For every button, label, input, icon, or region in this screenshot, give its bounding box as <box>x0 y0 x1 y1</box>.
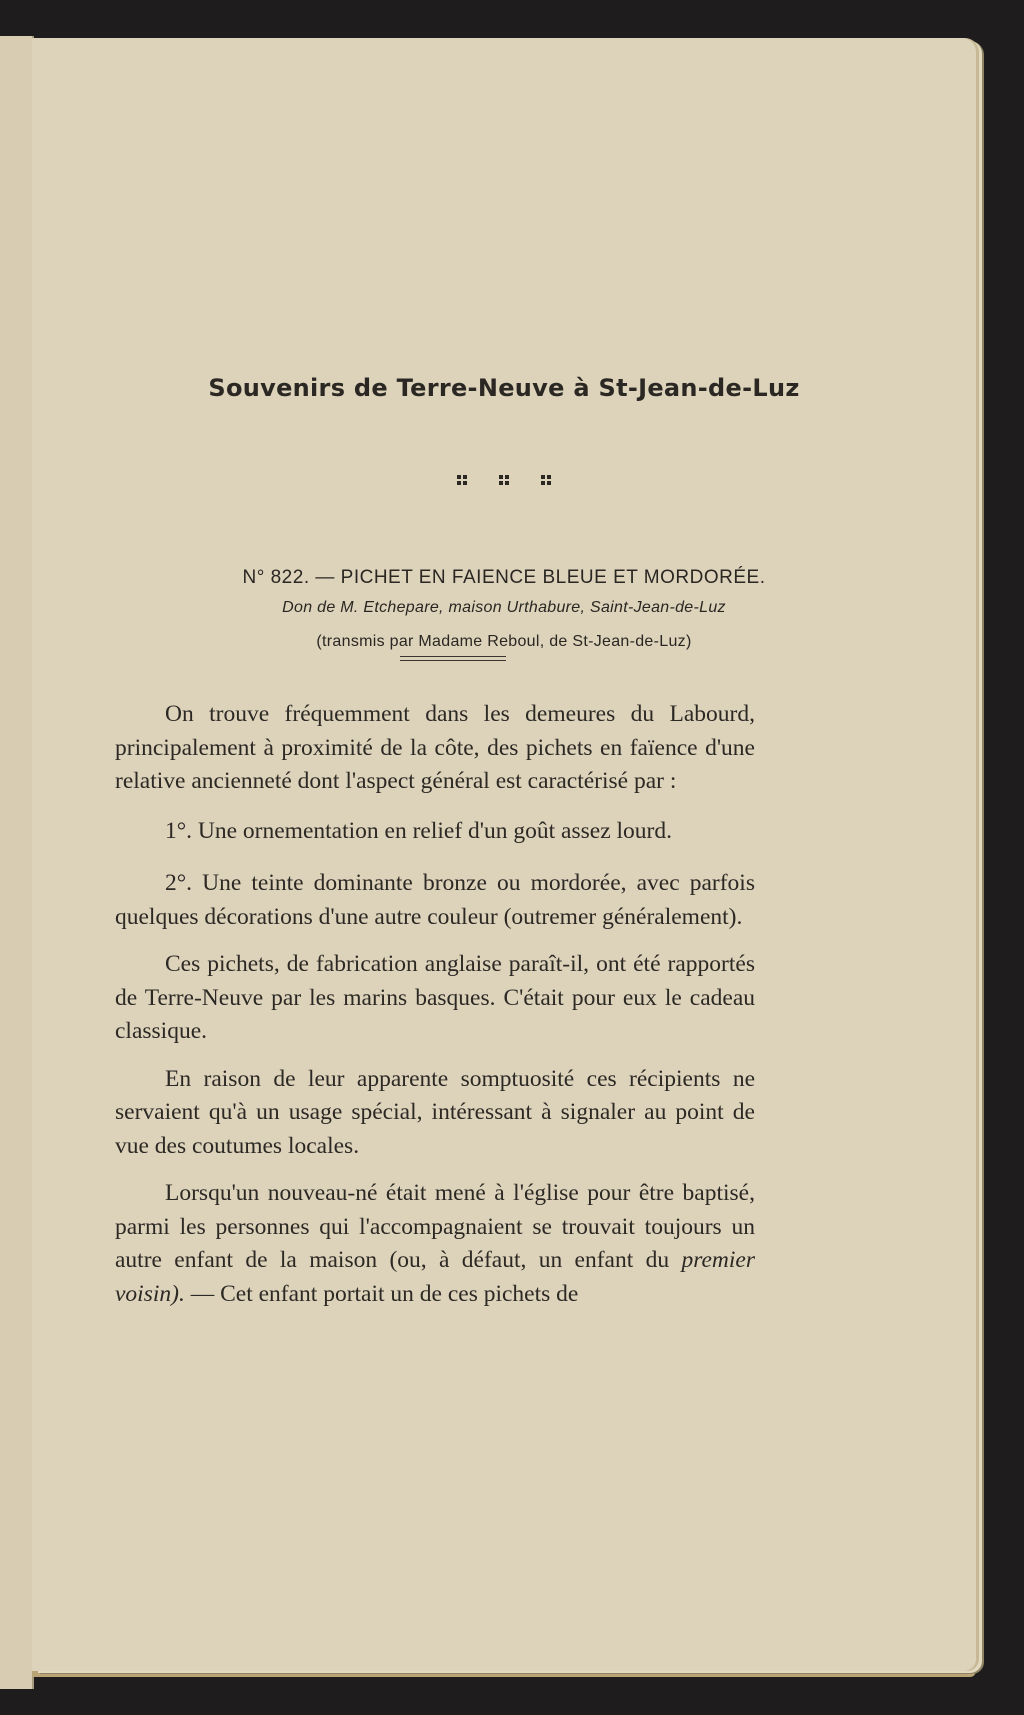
transmitted-by-line: (transmis par Madame Reboul, de St-Jean-de-Luz) <box>316 633 692 650</box>
facing-page-edge <box>0 36 34 1689</box>
ornament-divider <box>32 472 976 490</box>
page-title: Souvenirs de Terre-Neuve à St-Jean-de-Luz <box>208 374 800 402</box>
paragraph-text: Lorsqu'un nouveau-né était mené à l'église pour être baptisé, parmi les personnes qui l'accompagnaient se trouvait toujours un autre enfant de la maison (ou, à défaut, un enfant du <box>115 1180 755 1273</box>
paragraph <box>115 1177 755 1311</box>
paragraph: Ces pichets, de fabrication anglaise paraît-il, ont été rapportés de Terre-Neuve par les marins basques. C'était pour eux le cadeau classique. <box>115 951 755 1044</box>
page-stack-edge <box>32 1671 976 1677</box>
body-text <box>115 698 755 1311</box>
catalog-entry-heading: N° 822. — PICHET EN FAIENCE BLEUE ET MORDORÉE. <box>242 567 766 588</box>
quad-dot-ornament-icon <box>457 475 467 485</box>
double-rule-top <box>400 656 506 657</box>
paragraph: On trouve fréquemment dans les demeures du Labourd, principalement à proximité de la côte, des pichets en faïence d'une relative ancienneté dont l'aspect général est caractérisé par : <box>115 701 755 794</box>
donor-line: Don de M. Etchepare, maison Urthabure, Saint-Jean-de-Luz <box>282 599 726 616</box>
list-item: 1°. Une ornementation en relief d'un goût assez lourd. <box>165 817 672 844</box>
book-page <box>32 38 976 1671</box>
paragraph: En raison de leur apparente somptuosité ces récipients ne servaient qu'à un usage spécial, intéressant à signaler au point de vue des coutumes locales. <box>115 1065 755 1159</box>
quad-dot-ornament-icon <box>541 475 551 485</box>
double-rule-bottom <box>400 660 506 661</box>
paragraph-text: — Cet enfant portait un de ces pichets de <box>184 1280 579 1307</box>
list-item: 2°. Une teinte dominante bronze ou mordorée, avec parfois quelques décorations d'une autre couleur (outremer généralement). <box>115 870 755 930</box>
quad-dot-ornament-icon <box>499 475 509 485</box>
italic-phrase: premier voisin). <box>115 1247 755 1307</box>
